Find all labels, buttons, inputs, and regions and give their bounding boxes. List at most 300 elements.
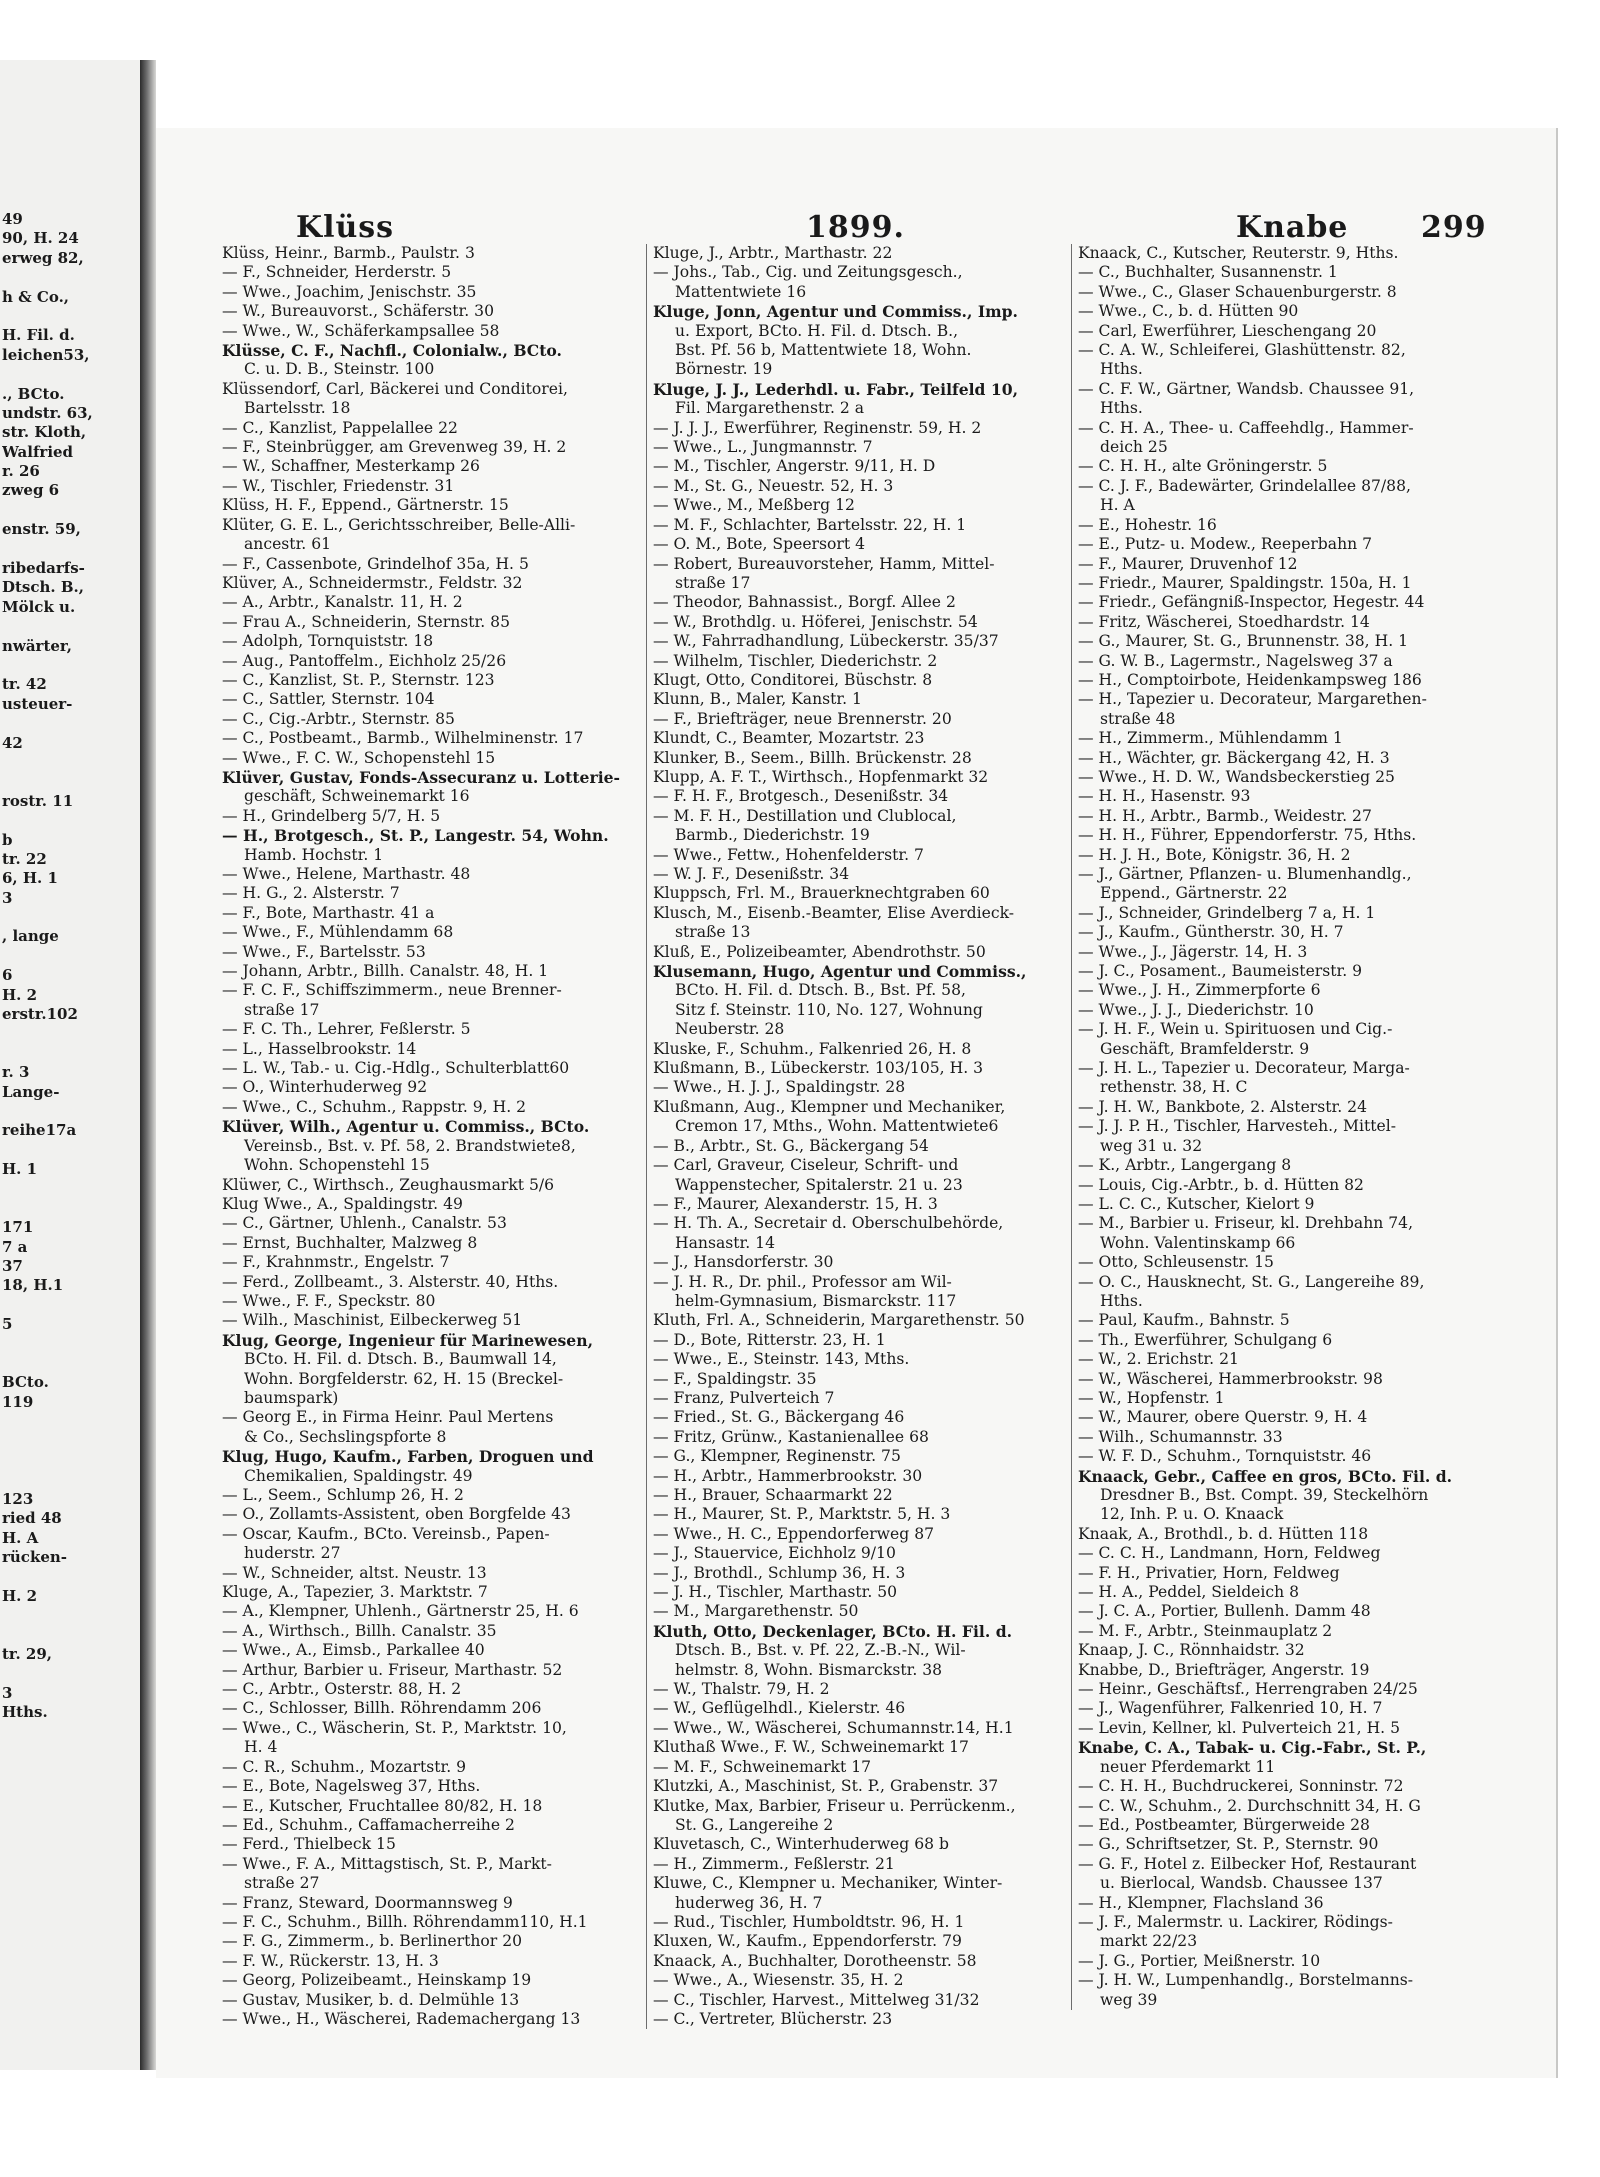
directory-entry: — Aug., Pantoffelm., Eichholz 25/26	[222, 651, 507, 670]
previous-page-fragment: leichen53,	[2, 345, 90, 364]
directory-entry: Klüver, Gustav, Fonds-Assecuranz u. Lotterie-	[222, 767, 621, 787]
directory-entry: — J. F., Malermstr. u. Lackirer, Rödings-	[1078, 1912, 1393, 1931]
previous-page-fragment	[2, 1606, 136, 1625]
previous-page-fragment	[2, 1626, 136, 1645]
directory-entry: — Wwe., H. D. W., Wandsbeckerstieg 25	[1078, 767, 1395, 786]
directory-entry: — C., Buchhalter, Susannenstr. 1	[1078, 263, 1338, 282]
directory-entry: — Wwe., Joachim, Jenischstr. 35	[222, 282, 477, 301]
directory-entry: — Wwe., H. J. J., Spaldingstr. 28	[653, 1078, 906, 1097]
directory-entry: — Rud., Tischler, Humboldtstr. 96, H. 1	[653, 1912, 965, 1931]
directory-entry: Kluppsch, Frl. M., Brauerknechtgraben 60	[653, 884, 990, 903]
directory-entry: Knaack, A., Buchhalter, Dorotheenstr. 58	[653, 1951, 977, 1970]
directory-entry: Klüss, H. F., Eppend., Gärtnerstr. 15	[222, 496, 509, 515]
directory-entry: — Ferd., Thielbeck 15	[222, 1835, 396, 1854]
directory-entry: Bartelsstr. 18	[244, 399, 351, 418]
previous-page-fragment	[2, 1102, 136, 1121]
previous-page-fragment	[2, 947, 136, 966]
directory-entry: — Wilh., Schumannstr. 33	[1078, 1427, 1283, 1446]
previous-page-fragment	[2, 1432, 136, 1451]
directory-entry: Kluxen, W., Kaufm., Eppendorferstr. 79	[653, 1932, 962, 1951]
directory-entry: — Fried., St. G., Bäckergang 46	[653, 1408, 905, 1427]
previous-page-fragment	[2, 1335, 136, 1354]
previous-page-fragment: Dtsch. B.,	[2, 578, 84, 597]
directory-entry: Geschäft, Bramfelderstr. 9	[1100, 1039, 1310, 1058]
directory-entry: — Th., Ewerführer, Schulgang 6	[1078, 1330, 1333, 1349]
directory-entry: — C., Kanzlist, Pappelallee 22	[222, 418, 458, 437]
previous-page-fragment: H. A	[2, 1528, 39, 1547]
directory-entry: — A., Klempner, Uhlenh., Gärtnerstr 25, H. 6	[222, 1602, 579, 1621]
previous-page-fragment	[2, 1141, 136, 1160]
directory-entry: — Oscar, Kaufm., BCto. Vereinsb., Papen-	[222, 1524, 550, 1543]
previous-page-fragment: rostr. 11	[2, 791, 74, 810]
directory-entry: — F., Steinbrügger, am Grevenweg 39, H. 2	[222, 438, 567, 457]
directory-entry: — W., Schneider, altst. Neustr. 13	[222, 1563, 487, 1582]
directory-entry: — J. H. W., Bankbote, 2. Alsterstr. 24	[1078, 1097, 1368, 1116]
directory-entry: Klug, George, Ingenieur für Marinewesen,	[222, 1330, 593, 1350]
directory-entry: baumspark)	[244, 1388, 339, 1407]
directory-entry: 12, Inh. P. u. O. Knaack	[1100, 1505, 1284, 1524]
directory-entry: deich 25	[1100, 438, 1168, 457]
directory-entry: — K., Arbtr., Langergang 8	[1078, 1156, 1292, 1175]
directory-entry: Klüsse, C. F., Nachfl., Colonialw., BCto.	[222, 341, 562, 361]
directory-entry: — L. W., Tab.- u. Cig.-Hdlg., Schulterblatt60	[222, 1059, 570, 1078]
directory-entry: — C., Schlosser, Billh. Röhrendamm 206	[222, 1699, 542, 1718]
directory-entry: — G., Maurer, St. G., Brunnenstr. 38, H. 1	[1078, 632, 1409, 651]
previous-page-fragment: erweg 82,	[2, 248, 84, 267]
header-left-keyword: Klüss	[296, 210, 395, 245]
previous-page-fragment	[2, 1199, 136, 1218]
directory-entry: H. 4	[244, 1738, 278, 1757]
directory-entry: — W., Hopfenstr. 1	[1078, 1388, 1225, 1407]
directory-entry: — H., Tapezier u. Decorateur, Margarethen-	[1078, 690, 1427, 709]
directory-entry: — W., Bureauvorst., Schäferstr. 30	[222, 302, 495, 321]
directory-entry: — Ernst, Buchhalter, Malzweg 8	[222, 1233, 478, 1252]
directory-entry: — H., Grindelberg 5/7, H. 5	[222, 806, 441, 825]
previous-page-fragment	[2, 501, 136, 520]
directory-entry: Klüwer, C., Wirthsch., Zeughausmarkt 5/6	[222, 1175, 555, 1194]
directory-entry: — H., Klempner, Flachsland 36	[1078, 1893, 1324, 1912]
directory-entry: — F., Spaldingstr. 35	[653, 1369, 817, 1388]
column-middle	[646, 244, 1057, 2029]
directory-entry: — W. J. F., Desenißstr. 34	[653, 865, 850, 883]
directory-entry: — J. H. L., Tapezier u. Decorateur, Marga-	[1078, 1059, 1410, 1078]
directory-entry: Kluge, J. J., Lederhdl. u. Fabr., Teilfeld 10,	[653, 379, 1019, 399]
directory-entry: — J., Gärtner, Pflanzen- u. Blumenhandlg.,	[1078, 865, 1412, 883]
previous-page-fragment: b	[2, 830, 13, 849]
previous-page-fragment: 119	[2, 1392, 34, 1411]
directory-entry: Mattentwiete 16	[675, 282, 807, 301]
directory-entry: — H. H., Arbtr., Barmb., Weidestr. 27	[1078, 806, 1372, 825]
directory-entry: Klüss, Heinr., Barmb., Paulstr. 3	[222, 244, 475, 262]
directory-entry: weg 39	[1100, 1990, 1158, 2009]
directory-entry: Kluge, J., Arbtr., Marthastr. 22	[653, 244, 893, 262]
directory-entry: — H. G., 2. Alsterstr. 7	[222, 884, 400, 903]
previous-page-fragment: Lange-	[2, 1082, 60, 1101]
directory-entry: — Wwe., C., Wäscherin, St. P., Marktstr. 10,	[222, 1718, 567, 1737]
previous-page-fragment	[2, 772, 136, 791]
directory-entry: Dresdner B., Bst. Compt. 39, Steckelhörn	[1100, 1486, 1429, 1504]
header-year: 1899.	[806, 210, 905, 245]
directory-entry: rethenstr. 38, H. C	[1100, 1078, 1248, 1097]
directory-entry: Klüver, A., Schneidermstr., Feldstr. 32	[222, 573, 523, 592]
directory-entry: — M., Barbier u. Friseur, kl. Drehbahn 74,	[1078, 1214, 1414, 1233]
directory-entry: Sitz f. Steinstr. 110, No. 127, Wohnung	[675, 1000, 983, 1019]
directory-entry: Kluvetasch, C., Winterhuderweg 68 b	[653, 1835, 949, 1854]
directory-entry: — W., 2. Erichstr. 21	[1078, 1350, 1239, 1369]
directory-entry: — Wwe., A., Eimsb., Parkallee 40	[222, 1641, 485, 1660]
directory-entry: Hths.	[1100, 399, 1143, 418]
previous-page-fragment: 123	[2, 1489, 34, 1508]
previous-page-fragment: tr. 29,	[2, 1644, 52, 1663]
directory-entry: St. G., Langereihe 2	[675, 1815, 834, 1834]
directory-entry: — Wwe., L., Jungmannstr. 7	[653, 438, 873, 457]
directory-entry: — Fritz, Grünw., Kastanienallee 68	[653, 1427, 929, 1446]
previous-page-fragment	[2, 540, 136, 559]
directory-entry: — Friedr., Gefängniß-Inspector, Hegestr. 44	[1078, 593, 1425, 612]
previous-page-fragment: 3	[2, 1683, 13, 1702]
previous-page-fragment: , lange	[2, 927, 59, 946]
directory-entry: — Heinr., Geschäftsf., Herrengraben 24/25	[1078, 1680, 1418, 1699]
directory-entry: — O. M., Bote, Speersort 4	[653, 535, 865, 554]
directory-entry: — F., Krahnmstr., Engelstr. 7	[222, 1253, 450, 1272]
directory-entry: — J., Stauervice, Eichholz 9/10	[653, 1544, 896, 1563]
previous-page-fragment: ried 48	[2, 1509, 62, 1528]
directory-entry: — Georg, Polizeibeamt., Heinskamp 19	[222, 1971, 532, 1990]
directory-entry: — H., Brotgesch., St. P., Langestr. 54, Wohn.	[222, 826, 609, 846]
directory-entry: Wohn. Borgfelderstr. 62, H. 15 (Breckel-	[244, 1369, 564, 1388]
directory-entry: straße 17	[244, 1000, 320, 1019]
directory-entry: Fil. Margarethenstr. 2 a	[675, 399, 865, 418]
previous-page-fragment	[2, 1567, 136, 1586]
directory-entry: Kluge, A., Tapezier, 3. Marktstr. 7	[222, 1583, 488, 1602]
directory-entry: — C. R., Schuhm., Mozartstr. 9	[222, 1757, 467, 1776]
directory-entry: — Arthur, Barbier u. Friseur, Marthastr. 52	[222, 1660, 563, 1679]
directory-entry: — Wwe., W., Schäferkampsallee 58	[222, 321, 500, 340]
directory-entry: — H., Comptoirbote, Heidenkampsweg 186	[1078, 670, 1422, 689]
directory-entry: Kluth, Frl. A., Schneiderin, Margarethenstr. 50	[653, 1311, 1025, 1330]
directory-entry: — W., Tischler, Friedenstr. 31	[222, 476, 455, 495]
directory-entry: Kluthaß Wwe., F. W., Schweinemarkt 17	[653, 1738, 969, 1757]
directory-entry: neuer Pferdemarkt 11	[1100, 1757, 1276, 1776]
directory-entry: Klundt, C., Beamter, Mozartstr. 23	[653, 729, 925, 748]
directory-entry: — A., Arbtr., Kanalstr. 11, H. 2	[222, 593, 463, 612]
directory-entry: — E., Hohestr. 16	[1078, 515, 1217, 534]
directory-entry: — H. Th. A., Secretair d. Oberschulbehörde,	[653, 1214, 1004, 1233]
directory-entry: Klutke, Max, Barbier, Friseur u. Perrückenm.,	[653, 1796, 1016, 1815]
directory-entry: — C., Vertreter, Blücherstr. 23	[653, 2009, 893, 2028]
previous-page-fragment: H. 2	[2, 985, 38, 1004]
directory-entry: — D., Bote, Ritterstr. 23, H. 1	[653, 1330, 886, 1349]
directory-entry: — C. W., Schuhm., 2. Durchschnitt 34, H. G	[1078, 1796, 1421, 1815]
directory-entry: — J. G., Portier, Meißnerstr. 10	[1078, 1951, 1321, 1970]
directory-entry: — F. C. F., Schiffszimmerm., neue Brenner-	[222, 981, 562, 1000]
directory-entry: — W., Geflügelhdl., Kielerstr. 46	[653, 1699, 906, 1718]
directory-entry: Kluß, E., Polizeibeamter, Abendrothstr. 50	[653, 942, 986, 961]
directory-entry: — Wwe., J., Jägerstr. 14, H. 3	[1078, 942, 1308, 961]
directory-entry: — J., Hansdorferstr. 30	[653, 1253, 834, 1272]
directory-entry: — G., Schriftsetzer, St. P., Sternstr. 90	[1078, 1835, 1379, 1854]
directory-entry: Klupp, A. F. T., Wirthsch., Hopfenmarkt 32	[653, 767, 989, 786]
directory-entry: — H. H., Führer, Eppendorferstr. 75, Hths.	[1078, 826, 1417, 845]
directory-entry: — W., Brothdlg. u. Höferei, Jenischstr. 54	[653, 612, 978, 631]
directory-entry: — W., Schaffner, Mesterkamp 26	[222, 457, 480, 476]
directory-entry: — Frau A., Schneiderin, Sternstr. 85	[222, 612, 511, 631]
directory-entry: — M., St. G., Neuestr. 52, H. 3	[653, 476, 894, 495]
directory-entry: — J. C. A., Portier, Bullenh. Damm 48	[1078, 1602, 1371, 1621]
directory-entry: Klusemann, Hugo, Agentur und Commiss.,	[653, 962, 1027, 982]
directory-entry: — O., Winterhuderweg 92	[222, 1078, 428, 1097]
directory-entry: — G. W. B., Lagermstr., Nagelsweg 37 a	[1078, 651, 1393, 670]
directory-entry: — H. A., Peddel, Sieldeich 8	[1078, 1583, 1300, 1602]
directory-entry: markt 22/23	[1100, 1932, 1198, 1951]
previous-page-fragment: rücken-	[2, 1547, 68, 1566]
directory-entry: Kluwe, C., Klempner u. Mechaniker, Winter-	[653, 1874, 1003, 1893]
previous-page-fragment	[2, 1412, 136, 1431]
directory-entry: straße 17	[675, 573, 751, 592]
directory-entry: — J. J. J., Ewerführer, Reginenstr. 59, H. 2	[653, 418, 982, 437]
directory-entry: Klunker, B., Seem., Billh. Brückenstr. 28	[653, 748, 972, 767]
directory-entry: Kluge, Jonn, Agentur und Commiss., Imp.	[653, 302, 1018, 322]
directory-entry: — J. H. R., Dr. phil., Professor am Wil-	[653, 1272, 952, 1291]
directory-entry: — L., Hasselbrookstr. 14	[222, 1039, 417, 1058]
directory-entry: — J., Kaufm., Güntherstr. 30, H. 7	[1078, 923, 1344, 942]
previous-page-fragment	[2, 1296, 136, 1315]
directory-entry: — F. H., Privatier, Horn, Feldweg	[1078, 1563, 1340, 1582]
previous-page-fragment: enstr. 59,	[2, 520, 81, 539]
previous-page-fragment	[2, 714, 136, 733]
directory-entry: — Wwe., M., Meßberg 12	[653, 496, 855, 515]
directory-entry: — Wwe., W., Wäscherei, Schumannstr.14, H.1	[653, 1718, 1014, 1737]
column-right	[1071, 244, 1482, 2010]
directory-entry: Kluske, F., Schuhm., Falkenried 26, H. 8	[653, 1039, 972, 1058]
directory-entry: — Wwe., Helene, Marthastr. 48	[222, 865, 471, 883]
directory-entry: — Wwe., H., Wäscherei, Rademachergang 13	[222, 2009, 581, 2028]
directory-entry: — Wwe., F. C. W., Schopenstehl 15	[222, 748, 496, 767]
directory-entry: — Ed., Schuhm., Caffamacherreihe 2	[222, 1815, 515, 1834]
previous-page-fragment: str. Kloth,	[2, 423, 87, 442]
directory-entry: — F. G., Zimmerm., b. Berlinerthor 20	[222, 1932, 523, 1951]
previous-page-column	[2, 210, 136, 1722]
directory-entry: — W., Fahrradhandlung, Lübeckerstr. 35/37	[653, 632, 999, 651]
previous-page-fragment: BCto.	[2, 1373, 49, 1392]
directory-entry: — Paul, Kaufm., Bahnstr. 5	[1078, 1311, 1290, 1330]
directory-entry: — Wwe., F., Bartelsstr. 53	[222, 942, 426, 961]
directory-entry: — Otto, Schleusenstr. 15	[1078, 1253, 1274, 1272]
directory-entry: u. Export, BCto. H. Fil. d. Dtsch. B.,	[675, 321, 959, 340]
directory-entry: — Johann, Arbtr., Billh. Canalstr. 48, H. 1	[222, 962, 549, 981]
directory-entry: — Wilh., Maschinist, Eilbeckerweg 51	[222, 1311, 523, 1330]
directory-entry: — B., Arbtr., St. G., Bäckergang 54	[653, 1136, 929, 1155]
directory-entry: geschäft, Schweinemarkt 16	[244, 787, 470, 806]
directory-entry: Klußmann, B., Lübeckerstr. 103/105, H. 3	[653, 1059, 984, 1078]
directory-entry: — H., Arbtr., Hammerbrookstr. 30	[653, 1466, 923, 1485]
directory-entry: Eppend., Gärtnerstr. 22	[1100, 884, 1288, 903]
previous-page-fragment: 42	[2, 733, 23, 752]
previous-page-fragment: 37	[2, 1257, 23, 1276]
directory-entry: — F., Briefträger, neue Brennerstr. 20	[653, 709, 952, 728]
directory-entry: — Robert, Bureauvorsteher, Hamm, Mittel-	[653, 554, 995, 573]
directory-entry: Wohn. Schopenstehl 15	[244, 1156, 430, 1175]
directory-entry: — A., Wirthsch., Billh. Canalstr. 35	[222, 1621, 497, 1640]
directory-entry: Klugt, Otto, Conditorei, Büschstr. 8	[653, 670, 933, 689]
directory-entry: — Wwe., C., Schuhm., Rappstr. 9, H. 2	[222, 1097, 527, 1116]
previous-page-fragment: H. 1	[2, 1160, 38, 1179]
directory-entry: — Wwe., J. J., Diederichstr. 10	[1078, 1000, 1314, 1019]
directory-entry: Klunn, B., Maler, Kanstr. 1	[653, 690, 862, 709]
directory-entry: — W., Thalstr. 79, H. 2	[653, 1680, 830, 1699]
directory-entry: — Carl, Ewerführer, Lieschengang 20	[1078, 321, 1377, 340]
directory-entry: — C. A. W., Schleiferei, Glashüttenstr. 82,	[1078, 341, 1406, 360]
directory-entry: — M. F., Schweinemarkt 17	[653, 1757, 872, 1776]
directory-entry: huderstr. 27	[244, 1544, 341, 1563]
directory-entry: — F. C., Schuhm., Billh. Röhrendamm110, H.1	[222, 1912, 588, 1931]
directory-entry: — M., Tischler, Angerstr. 9/11, H. D	[653, 457, 936, 476]
directory-entry: — Franz, Pulverteich 7	[653, 1388, 835, 1407]
previous-page-fragment: 7 a	[2, 1237, 28, 1256]
directory-entry: — Louis, Cig.-Arbtr., b. d. Hütten 82	[1078, 1175, 1364, 1194]
directory-entry: — F. H. F., Brotgesch., Desenißstr. 34	[653, 787, 949, 806]
directory-entry: — C. H. A., Thee- u. Caffeehdlg., Hammer-	[1078, 418, 1414, 437]
directory-entry: Kluth, Otto, Deckenlager, BCto. H. Fil. d.	[653, 1621, 1013, 1641]
previous-page-fragment: r. 3	[2, 1063, 30, 1082]
directory-entry: — Wwe., E., Steinstr. 143, Mths.	[653, 1350, 910, 1369]
directory-entry: — Wwe., F., Mühlendamm 68	[222, 923, 454, 942]
directory-entry: — J., Brothdl., Schlump 36, H. 3	[653, 1563, 906, 1582]
directory-entry: — Wwe., F. F., Speckstr. 80	[222, 1291, 436, 1310]
header-right-keyword: Knabe	[1236, 210, 1349, 245]
directory-entry: — J. H., Tischler, Marthastr. 50	[653, 1583, 898, 1602]
directory-entry: — J. J. P. H., Tischler, Harvesteh., Mittel-	[1078, 1117, 1396, 1136]
directory-entry: — Adolph, Tornquiststr. 18	[222, 632, 434, 651]
previous-page-fragment: 18, H.1	[2, 1276, 64, 1295]
directory-entry: — Wwe., A., Wiesenstr. 35, H. 2	[653, 1971, 904, 1990]
previous-page-fragment: reihe17a	[2, 1121, 77, 1140]
previous-page-fragment: ribedarfs-	[2, 559, 85, 578]
previous-page-fragment: r. 26	[2, 462, 40, 481]
previous-page-fragment: h & Co.,	[2, 287, 70, 306]
directory-entry: — W., Wäscherei, Hammerbrookstr. 98	[1078, 1369, 1383, 1388]
directory-entry: Klußmann, Aug., Klempner und Mechaniker,	[653, 1097, 1006, 1116]
directory-entry: straße 27	[244, 1874, 320, 1893]
directory-entry: — E., Bote, Nagelsweg 37, Hths.	[222, 1777, 481, 1796]
directory-entry: — H., Zimmerm., Feßlerstr. 21	[653, 1854, 895, 1873]
directory-entry: — Wwe., Fettw., Hohenfelderstr. 7	[653, 845, 924, 864]
previous-page-fragment	[2, 656, 136, 675]
directory-entry: — W., Maurer, obere Querstr. 9, H. 4	[1078, 1408, 1368, 1427]
previous-page-fragment: nwärter,	[2, 636, 72, 655]
directory-entry: — C., Kanzlist, St. P., Sternstr. 123	[222, 670, 495, 689]
previous-page-fragment	[2, 1664, 136, 1683]
directory-entry: — Wwe., J. H., Zimmerpforte 6	[1078, 981, 1321, 1000]
directory-entry: Hamb. Hochstr. 1	[244, 845, 384, 864]
directory-entry: — Gustav, Musiker, b. d. Delmühle 13	[222, 1990, 520, 2009]
directory-entry: — Ferd., Zollbeamt., 3. Alsterstr. 40, Hths.	[222, 1272, 559, 1291]
directory-entry: — Wwe., H. C., Eppendorferweg 87	[653, 1524, 935, 1543]
previous-page-fragment: 171	[2, 1218, 34, 1237]
directory-entry: Knaak, A., Brothdl., b. d. Hütten 118	[1078, 1524, 1369, 1543]
previous-page-fragment	[2, 617, 136, 636]
directory-entry: Klug, Hugo, Kaufm., Farben, Droguen und	[222, 1447, 594, 1467]
directory-entry: — F., Bote, Marthastr. 41 a	[222, 903, 435, 922]
directory-entry: — E., Kutscher, Fruchtallee 80/82, H. 18	[222, 1796, 543, 1815]
directory-entry: — C. H. H., Buchdruckerei, Sonninstr. 72	[1078, 1777, 1404, 1796]
directory-entry: Klüter, G. E. L., Gerichtsschreiber, Belle-Alli-	[222, 515, 576, 534]
directory-entry: Klusch, M., Eisenb.-Beamter, Elise Averdieck-	[653, 903, 1015, 922]
directory-entry: — M., Margarethenstr. 50	[653, 1602, 859, 1621]
previous-page-fragment: 90, H. 24	[2, 229, 79, 248]
directory-entry: Börnestr. 19	[675, 360, 773, 379]
previous-page-edge	[0, 60, 140, 2070]
previous-page-fragment: Mölck u.	[2, 597, 76, 616]
directory-entry: Knabe, C. A., Tabak- u. Cig.-Fabr., St. P.,	[1078, 1738, 1427, 1758]
directory-entry: — Johs., Tab., Cig. und Zeitungsgesch.,	[653, 263, 963, 282]
previous-page-fragment: 5	[2, 1315, 13, 1334]
directory-entry: Klug Wwe., A., Spaldingstr. 49	[222, 1194, 463, 1213]
directory-entry: Wohn. Valentinskamp 66	[1100, 1233, 1296, 1252]
directory-entry: — C. H. H., alte Gröningerstr. 5	[1078, 457, 1328, 476]
directory-entry: — Wilhelm, Tischler, Diederichstr. 2	[653, 651, 938, 670]
previous-page-fragment: tr. 22	[2, 849, 47, 868]
directory-entry: — Ed., Postbeamter, Bürgerweide 28	[1078, 1815, 1370, 1834]
directory-entry: — Franz, Steward, Doormannsweg 9	[222, 1893, 513, 1912]
previous-page-fragment: erstr.102	[2, 1005, 78, 1024]
previous-page-fragment: H. 2	[2, 1586, 38, 1605]
directory-entry: Klüver, Wilh., Agentur u. Commiss., BCto.	[222, 1117, 590, 1137]
previous-page-fragment: 3	[2, 888, 13, 907]
directory-entry: — C. F. W., Gärtner, Wandsb. Chaussee 91,	[1078, 379, 1415, 398]
directory-entry: H. A	[1100, 496, 1135, 515]
directory-entry: — W. F. D., Schuhm., Tornquiststr. 46	[1078, 1447, 1372, 1466]
directory-entry: Cremon 17, Mths., Wohn. Mattentwiete6	[675, 1117, 999, 1136]
directory-entry: weg 31 u. 32	[1100, 1136, 1203, 1155]
previous-page-fragment	[2, 908, 136, 927]
directory-entry: ancestr. 61	[244, 535, 332, 554]
directory-entry: — Wwe., C., b. d. Hütten 90	[1078, 302, 1299, 321]
directory-entry: Klutzki, A., Maschinist, St. P., Grabenstr. 37	[653, 1777, 999, 1796]
directory-entry: — Georg E., in Firma Heinr. Paul Mertens	[222, 1408, 554, 1427]
previous-page-fragment	[2, 1451, 136, 1470]
directory-entry: — C., Gärtner, Uhlenh., Canalstr. 53	[222, 1214, 507, 1233]
previous-page-fragment	[2, 1354, 136, 1373]
directory-entry: BCto. H. Fil. d. Dtsch. B., Baumwall 14,	[244, 1350, 557, 1369]
previous-page-fragment: ., BCto.	[2, 384, 65, 403]
directory-entry: Knaack, Gebr., Caffee en gros, BCto. Fil. d.	[1078, 1466, 1453, 1486]
directory-entry: — O., Zollamts-Assistent, oben Borgfelde 43	[222, 1505, 571, 1524]
directory-entry: — M. F., Schlachter, Bartelsstr. 22, H. 1	[653, 515, 967, 534]
directory-entry: — Friedr., Maurer, Spaldingstr. 150a, H. 1	[1078, 573, 1412, 592]
previous-page-fragment: usteuer-	[2, 694, 73, 713]
directory-entry: Hansastr. 14	[675, 1233, 776, 1252]
directory-entry: — J., Schneider, Grindelberg 7 a, H. 1	[1078, 903, 1376, 922]
previous-page-fragment: zweg 6	[2, 481, 60, 500]
directory-entry: — M. F. H., Destillation und Clublocal,	[653, 806, 957, 825]
directory-entry: — J. H. W., Lumpenhandlg., Borstelmanns-	[1078, 1971, 1414, 1990]
directory-entry: — F., Maurer, Alexanderstr. 15, H. 3	[653, 1194, 938, 1213]
directory-entry: Knaap, J. C., Rönnhaidstr. 32	[1078, 1641, 1305, 1660]
directory-entry: Bst. Pf. 56 b, Mattentwiete 18, Wohn.	[675, 341, 972, 360]
previous-page-fragment	[2, 753, 136, 772]
previous-page-fragment	[2, 1180, 136, 1199]
directory-entry: — Wwe., C., Glaser Schauenburgerstr. 8	[1078, 282, 1397, 301]
directory-entry: — Wwe., F. A., Mittagstisch, St. P., Markt-	[222, 1854, 552, 1873]
previous-page-fragment	[2, 1024, 136, 1043]
directory-entry: — C., Tischler, Harvest., Mittelweg 31/32	[653, 1990, 980, 2009]
directory-entry: helm-Gymnasium, Bismarckstr. 117	[675, 1291, 957, 1310]
directory-entry: — C. C. H., Landmann, Horn, Feldweg	[1078, 1544, 1381, 1563]
directory-entry: huderweg 36, H. 7	[675, 1893, 823, 1912]
directory-entry: — E., Putz- u. Modew., Reeperbahn 7	[1078, 535, 1373, 554]
previous-page-fragment: 6	[2, 966, 13, 985]
